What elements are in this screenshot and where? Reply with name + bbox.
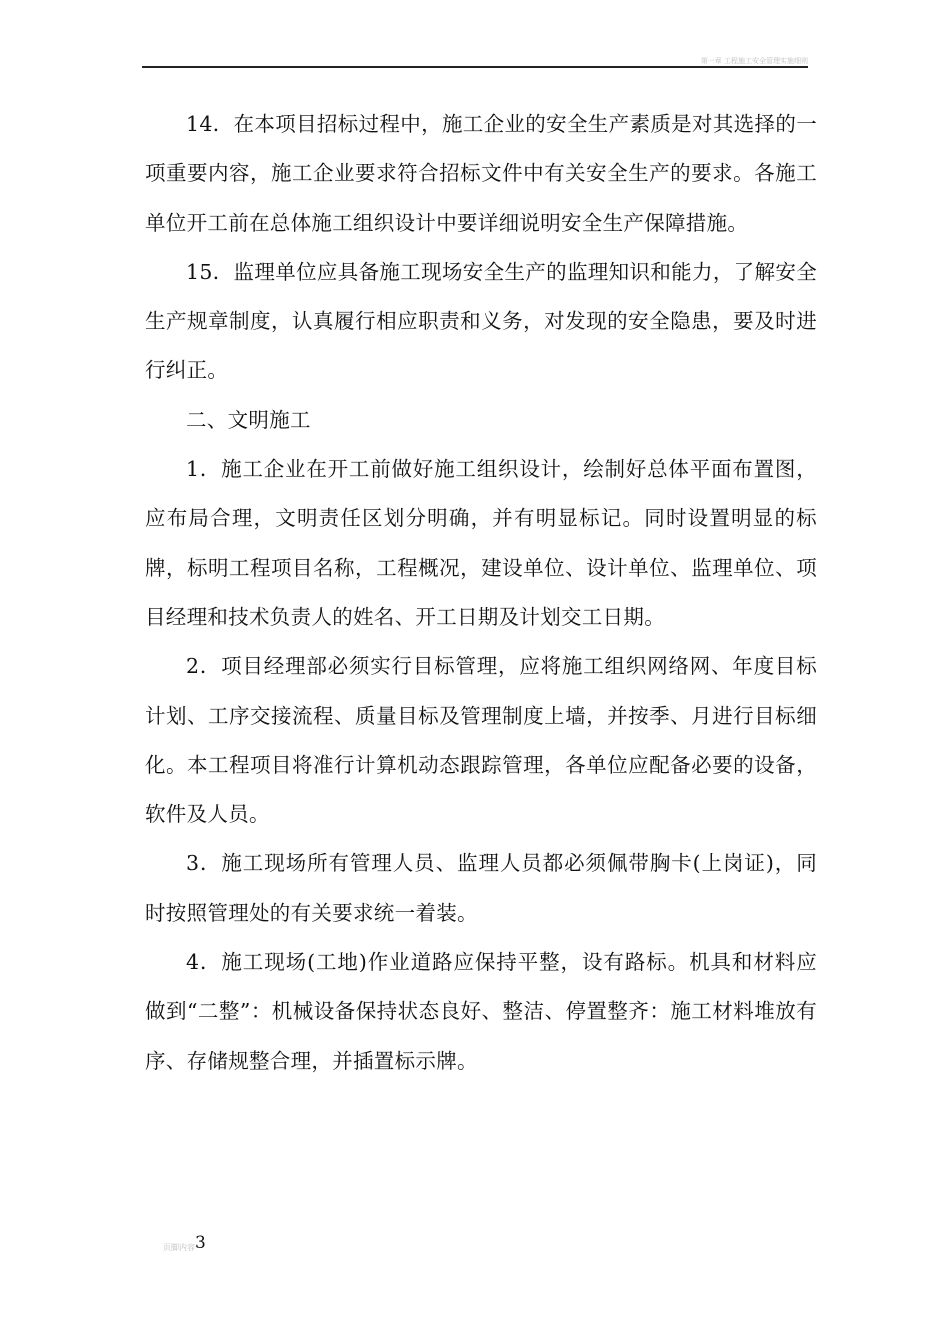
header-text: 第一章 工程施工安全管理实施细则: [700, 57, 808, 65]
page-footer: [163, 1233, 206, 1254]
paragraph-14: 14．在本项目招标过程中，施工企业的安全生产素质是对其选择的一项重要内容，施工企业要求符合招标文件中有关安全生产的要求。各施工单位开工前在总体施工组织设计中要详细说明安全生产保障措施。: [145, 112, 817, 235]
paragraph-1: 1．施工企业在开工前做好施工组织设计，绘制好总体平面布置图，应布局合理，文明责任区划分明确，并有明显标记。同时设置明显的标牌，标明工程项目名称，工程概况，建设单位、设计单位、监理单位、项目经理和技术负责人的姓名、开工日期及计划交工日期。: [145, 457, 817, 629]
paragraph-15: 15．监理单位应具备施工现场安全生产的监理知识和能力，了解安全生产规章制度，认真履行相应职责和义务，对发现的安全隐患，要及时进行纠正。: [145, 259, 817, 383]
header-rule: [142, 66, 808, 68]
footer-label: 页脚内容: [163, 1243, 195, 1252]
page-number: 3: [195, 1233, 206, 1253]
paragraph-4: 4．施工现场(工地)作业道路应保持平整，设有路标。机具和材料应做到“二整”：机械设备保持状态良好、整洁、停置整齐：施工材料堆放有序、存储规整合理，并插置标示牌。: [145, 950, 817, 1073]
document-body: [145, 100, 817, 1086]
paragraph-3: 3．施工现场所有管理人员、监理人员都必须佩带胸卡(上岗证)，同时按照管理处的有关要求统一着装。: [145, 851, 817, 925]
section-heading: 二、文明施工: [186, 407, 311, 432]
paragraph-2: 2．项目经理部必须实行目标管理，应将施工组织网络网、年度目标计划、工序交接流程、质量目标及管理制度上墙，并按季、月进行目标细化。本工程项目将准行计算机动态跟踪管理，各单位应配备必要的设备，软件及人员。: [145, 654, 817, 827]
